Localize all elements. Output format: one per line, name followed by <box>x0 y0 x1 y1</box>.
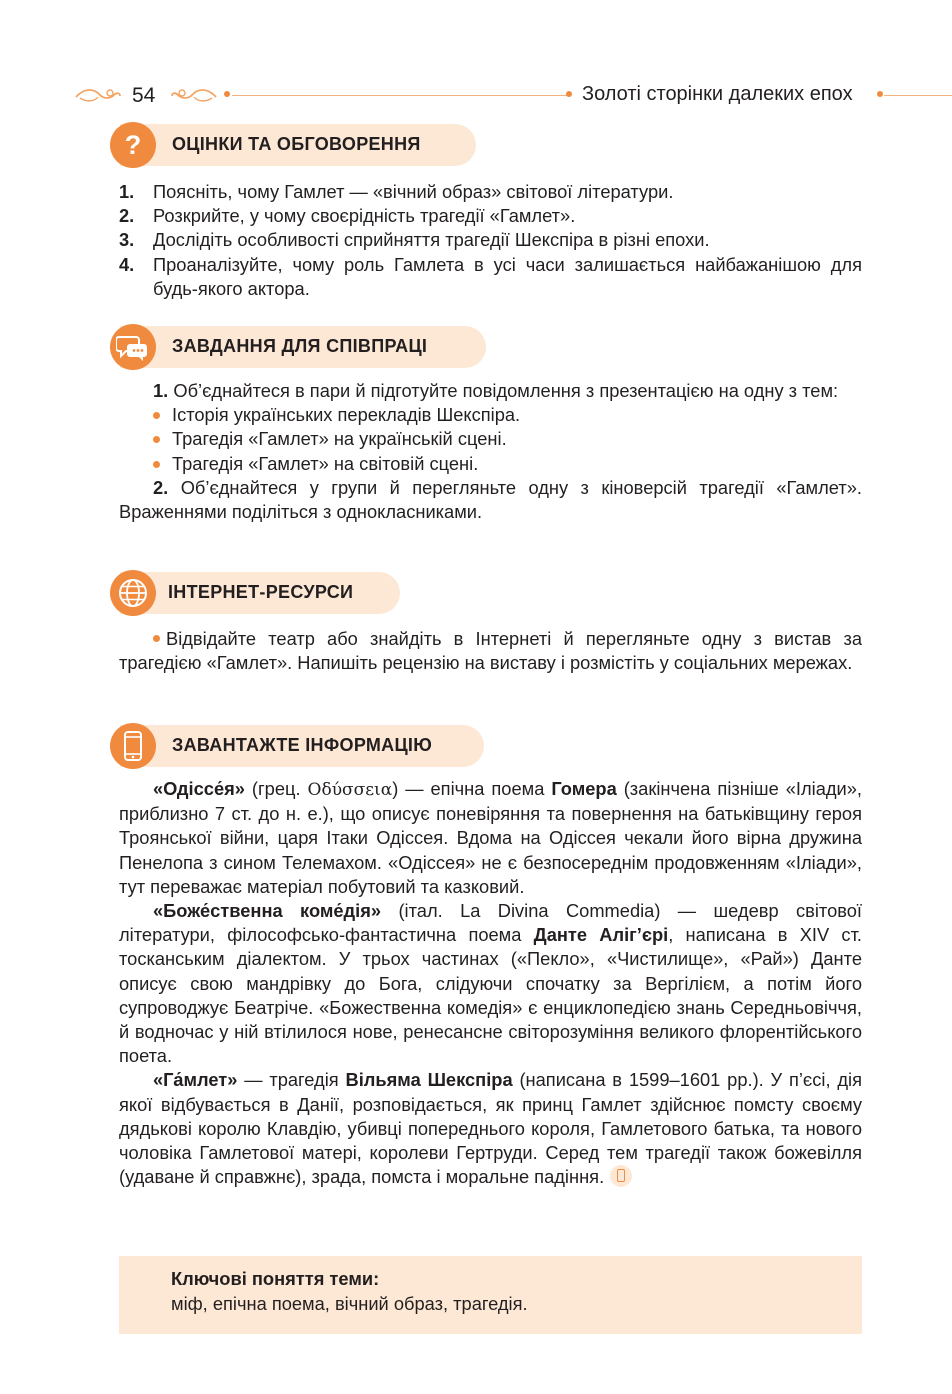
header-rule <box>884 95 952 96</box>
header-rule <box>232 95 570 96</box>
list-item: 1. Поясніть, чому Гамлет — «вічний образ» світової літератури. <box>119 181 674 202</box>
bullet-icon <box>153 436 160 443</box>
key-concepts-title: Ключові поняття теми: <box>171 1268 380 1289</box>
header-dot <box>566 91 572 97</box>
paragraph-hamlet: «Га́млет» — трагедія Вільяма Шекспіра (написана в 1599–1601 рр.). У п’єсі, дія якої відбувається в Данії, розповідається, як принц Гамлет здійснює помсту своєму дядькові королю Клавдію, убивці попереднього короля, Гамлетового батька, та нового чоловіка Гамлетової матері, королеви Гертруди. Серед тем трагедії також божевілля (удаване й справжнє), зрада, помста і моральне падіння. <box>119 1069 862 1188</box>
bullet-icon <box>153 635 160 642</box>
bullet-icon <box>153 412 160 419</box>
globe-icon <box>110 570 156 616</box>
section-title: ІНТЕРНЕТ-РЕСУРСИ <box>168 582 354 602</box>
chat-icon <box>110 324 156 370</box>
page-number: 54 <box>132 84 156 107</box>
page-header <box>0 78 952 112</box>
key-concepts-box <box>119 1256 862 1334</box>
list-item: Трагедія «Гамлет» на світовій сцені. <box>119 452 862 476</box>
discussion-questions <box>119 180 862 301</box>
question-icon: ? <box>110 122 156 168</box>
list-item: 3. Дослідіть особливості сприйняття трагедії Шекспіра в різні епохи. <box>119 229 710 251</box>
paragraph-odyssey: «Одіссе́я» (грец. Οδύσσεια) — епічна поема Гомера (закінчена пізніше «Іліади», приблизно 7 ст. до н. е.), що описує поневіряння та повернення на батьківщину героя Троянської війни, царя Ітаки Одіссея. Вдома на Одіссея чекали його вірна дружина Пенелопа з сином Телемахом. «Одіссея» не є безпосереднім продовженням «Іліади», тут переважає матеріал побутовий та казковий. <box>119 778 862 897</box>
task-2: 2. Об’єднайтеся у групи й перегляньте одну з кіноверсій трагедії «Гамлет». Враженнями поділіться з однокласниками. <box>119 476 862 523</box>
download-info-text <box>119 777 862 1189</box>
list-item: Історія українських перекладів Шекспіра. <box>119 403 862 427</box>
task-1: 1. Об’єднайтеся в пари й підготуйте повідомлення з презентацією на одну з тем: <box>153 380 839 401</box>
list-item: 4. Проаналізуйте, чому роль Гамлета в усі часи залишається найбажанішою для будь-якого актора. <box>119 253 862 299</box>
section-title: ЗАВАНТАЖТЕ ІНФОРМАЦІЮ <box>172 735 433 755</box>
section-title: ОЦІНКИ ТА ОБГОВОРЕННЯ <box>172 134 421 154</box>
phone-small-icon <box>610 1165 632 1187</box>
ornament-right-icon <box>170 84 218 106</box>
section-title: ЗАВДАННЯ ДЛЯ СПІВПРАЦІ <box>172 336 428 356</box>
cooperation-tasks <box>119 379 862 524</box>
paragraph-divine-comedy: «Боже́ственна коме́дія» (італ. La Divina Commedia) — шедевр світової літератури, філософсько-фантастична поема Данте Аліг’єрі, написана в XIV ст. тосканським діалектом. У трьох частинах («Пекло», «Чистилище», «Рай») Данте описує свою мандрівку до Бога, слідуючи спочатку за Вергілієм, а потім його супроводжує Беатріче. «Божественна комедія» є енциклопедією знань Середньовіччя, й водночас у ній втілилося нове, ренесансне світорозуміння великого флорентійського поета. <box>119 900 862 1067</box>
list-item: Трагедія «Гамлет» на українській сцені. <box>119 427 862 451</box>
internet-task: Відвідайте театр або знайдіть в Інтернеті й перегляньте одну з вистав за трагедією «Гамлет». Напишіть рецензію на виставу і розмістіть у соціальних мережах. <box>119 628 862 674</box>
key-concepts-text: міф, епічна поема, вічний образ, трагедія. <box>171 1293 528 1314</box>
list-item: 2. Розкрийте, у чому своєрідність трагедії «Гамлет». <box>119 205 576 227</box>
phone-icon <box>110 723 156 769</box>
header-dot <box>224 91 230 97</box>
ornament-left-icon <box>74 84 122 106</box>
bullet-icon <box>153 461 160 468</box>
header-dot <box>877 91 883 97</box>
running-title: Золоті сторінки далеких епох <box>582 83 853 105</box>
